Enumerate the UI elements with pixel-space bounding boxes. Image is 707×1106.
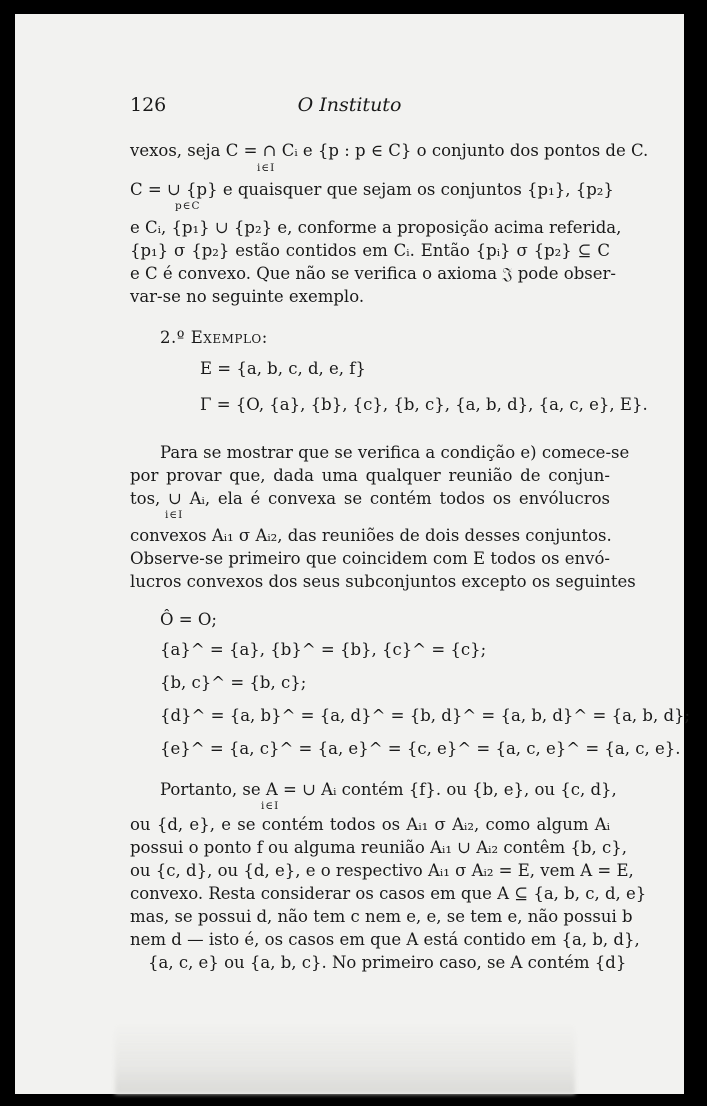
text-line: Portanto, se A = ∪ Aᵢ contém {f}. ou {b, e}, ou {c, d}, — [160, 780, 617, 799]
running-title: O Instituto — [297, 94, 402, 116]
text-line: {a, c, e} ou {a, b, c}. No primeiro caso, se A contém {d} — [148, 953, 627, 972]
hull-line: {d}^ = {a, b}^ = {a, d}^ = {b, d}^ = {a, b, d}^ = {a, b, d}; — [160, 706, 691, 725]
text-line: {p₁} σ {p₂} estão contidos em Cᵢ. Então {pᵢ} σ {p₂} ⊆ C — [130, 241, 610, 260]
subscript-index: i∈I — [165, 509, 184, 521]
text-line: Observe-se primeiro que coincidem com E todos os envó- — [130, 549, 610, 568]
hull-line: {b, c}^ = {b, c}; — [160, 673, 307, 692]
subscript-index: i∈I — [257, 162, 276, 174]
bleed-through-shadow — [115, 1024, 575, 1094]
text-line: e Cᵢ, {p₁} ∪ {p₂} e, conforme a proposição acima referida, — [130, 218, 622, 237]
set-gamma-definition: Γ = {O, {a}, {b}, {c}, {b, c}, {a, b, d}, {a, c, e}, E}. — [200, 395, 648, 414]
text-line: var-se no seguinte exemplo. — [130, 287, 365, 306]
text-line: ou {d, e}, e se contém todos os Aᵢ₁ σ Aᵢ₂, como algum Aᵢ — [130, 815, 610, 834]
page-number: 126 — [130, 94, 167, 116]
example-number: 2.º — [160, 328, 191, 347]
hull-line: {a}^ = {a}, {b}^ = {b}, {c}^ = {c}; — [160, 640, 487, 659]
text-line: C = ∪ {p} e quaisquer que sejam os conjuntos {p₁}, {p₂} — [130, 180, 614, 199]
example-heading — [160, 327, 640, 349]
text-line: mas, se possui d, não tem c nem e, e, se tem e, não possui b — [130, 907, 633, 926]
book-page — [15, 14, 691, 1094]
hull-line: {e}^ = {a, c}^ = {a, e}^ = {c, e}^ = {a, c, e}^ = {a, c, e}. — [160, 739, 681, 758]
text-line: e C é convexo. Que não se verifica o axioma 𝔍 pode obser- — [130, 264, 616, 283]
text-line: vexos, seja C = ∩ Cᵢ e {p : p ∈ C} o conjunto dos pontos de C. — [130, 141, 649, 160]
subscript-index: p∈C — [175, 200, 201, 212]
example-title: Exemplo: — [190, 328, 268, 347]
text-line: nem d — isto é, os casos em que A está contido em {a, b, d}, — [130, 930, 640, 949]
subscript-index: i∈I — [261, 800, 280, 812]
text-line: lucros convexos dos seus subconjuntos excepto os seguintes — [130, 572, 636, 591]
text-line: por provar que, dada uma qualquer reunião de conjun- — [130, 466, 610, 485]
text-line: Para se mostrar que se verifica a condição e) comece-se — [160, 443, 630, 462]
text-line: convexos Aᵢ₁ σ Aᵢ₂, das reuniões de dois desses conjuntos. — [130, 526, 612, 545]
text-line: ou {c, d}, ou {d, e}, e o respectivo Aᵢ₁ σ Aᵢ₂ = E, vem A = E, — [130, 861, 634, 880]
text-line: tos, ∪ Aᵢ, ela é convexa se contém todos os envólucros — [130, 489, 610, 508]
text-line: possui o ponto f ou alguma reunião Aᵢ₁ ∪ Aᵢ₂ contêm {b, c}, — [130, 838, 627, 857]
page-header — [15, 94, 684, 124]
text-line: convexo. Resta considerar os casos em que A ⊆ {a, b, c, d, e} — [130, 884, 647, 903]
set-e-definition: E = {a, b, c, d, e, f} — [200, 359, 366, 378]
hull-line: Ô = O; — [160, 610, 217, 629]
